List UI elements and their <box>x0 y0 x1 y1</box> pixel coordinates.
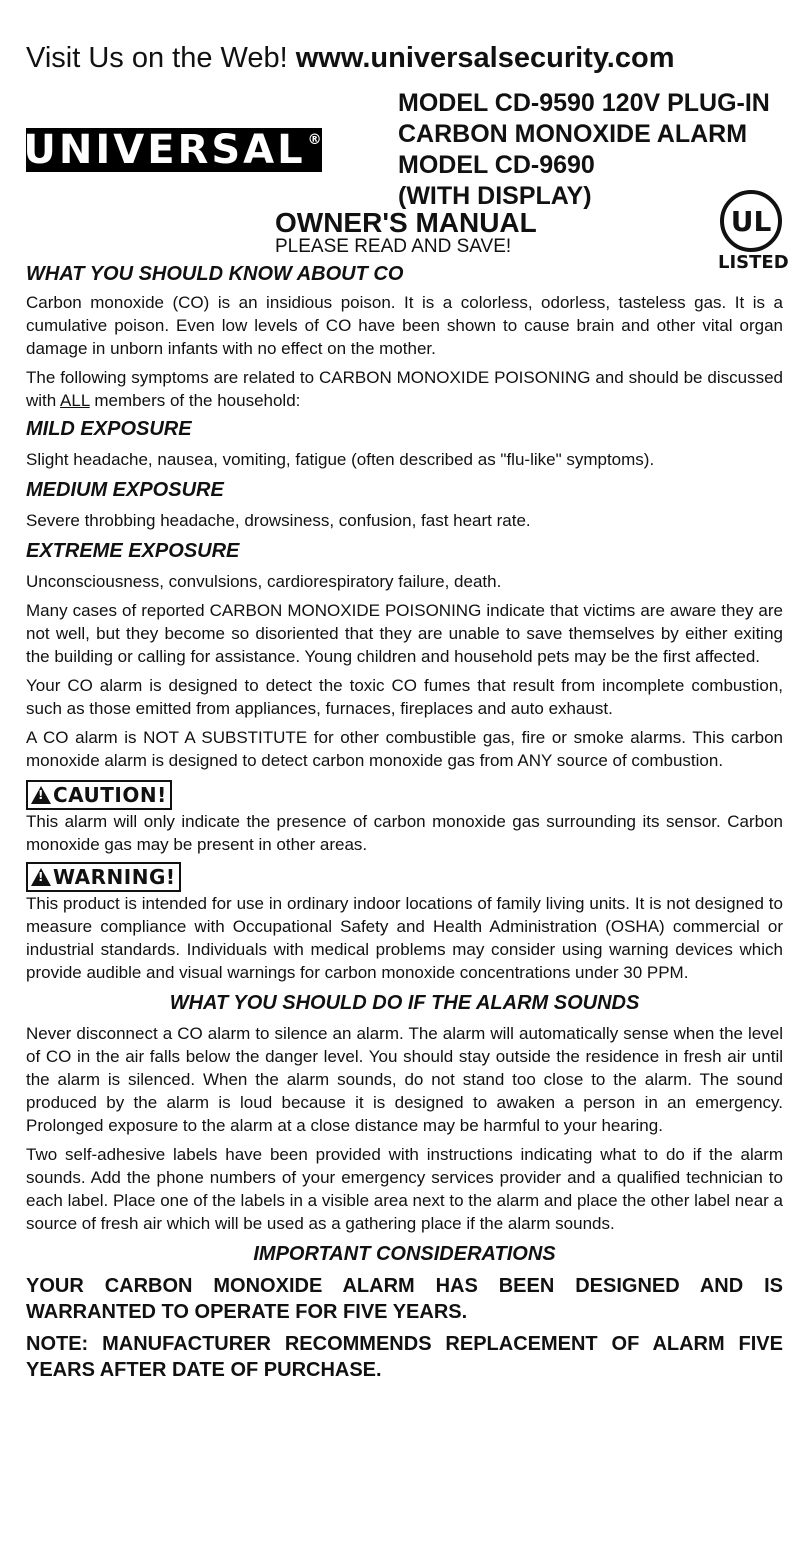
ul-listed-label: LISTED <box>718 252 789 273</box>
replacement-note: NOTE: MANUFACTURER RECOMMENDS REPLACEMENT OF ALARM FIVE YEARS AFTER DATE OF PURCHASE. <box>26 1333 783 1381</box>
model-line: MODEL CD-9590 120V PLUG-IN <box>398 89 770 117</box>
website-url[interactable]: www.universalsecurity.com <box>295 42 675 74</box>
extreme-exposure-heading: EXTREME EXPOSURE <box>26 540 240 562</box>
warning-triangle-icon <box>31 868 51 886</box>
warning-label: WARNING! <box>53 865 176 889</box>
alarm-paragraph-1: Never disconnect a CO alarm to silence an alarm. The alarm will automatically sense when the level of CO in the air falls below the danger level. You should stay outside the residence in fresh air until the alarm is silenced. When the alarm sounds, do not stand too close to the alarm. The sound produced by the alarm is loud because it is designed to awaken a person in an emergency. Prolonged exposure to the alarm at a close distance may be harmful to your hearing. <box>26 1024 783 1135</box>
alarm-designed-paragraph: Your CO alarm is designed to detect the toxic CO fumes that result from incomplete combustion, such as those emitted from appliances, furnaces, fireplaces and auto exhaust. <box>26 676 783 718</box>
mild-exposure-text: Slight headache, nausea, vomiting, fatigue (often described as "flu-like" symptoms). <box>26 450 655 469</box>
registered-mark: ® <box>307 132 325 148</box>
website-line <box>26 42 675 75</box>
ul-logo-text: UL <box>730 204 772 238</box>
caution-label: CAUTION! <box>53 783 167 807</box>
model-line: (WITH DISPLAY) <box>398 182 592 210</box>
universal-logo <box>23 127 325 173</box>
medium-exposure-text: Severe throbbing headache, drowsiness, confusion, fast heart rate. <box>26 511 531 530</box>
warning-text: This product is intended for use in ordinary indoor locations of family living units. It is not designed to measure compliance with Occupational Safety and Health Administration (OSHA) commercial or industrial standards. Individuals with medical problems may consider using warning devices which provide audible and visual warnings for carbon monoxide concentrations under 30 PPM. <box>26 894 783 982</box>
alarm-sounds-heading: WHAT YOU SHOULD DO IF THE ALARM SOUNDS <box>169 992 640 1014</box>
warning-badge <box>26 862 181 892</box>
model-line: MODEL CD-9690 <box>398 151 595 179</box>
important-considerations-heading: IMPORTANT CONSIDERATIONS <box>253 1243 556 1265</box>
model-line: CARBON MONOXIDE ALARM <box>398 120 748 148</box>
warranty-statement: YOUR CARBON MONOXIDE ALARM HAS BEEN DESIGNED AND IS WARRANTED TO OPERATE FOR FIVE YEARS. <box>26 1275 783 1323</box>
logo-text: UNIVERSAL <box>23 127 306 173</box>
owners-manual-title: OWNER'S MANUAL <box>275 207 537 238</box>
caution-text: This alarm will only indicate the presence of carbon monoxide gas surrounding its sensor. Carbon monoxide gas may be present in other areas. <box>26 812 783 854</box>
mild-exposure-heading: MILD EXPOSURE <box>26 418 192 440</box>
web-prefix: Visit Us on the Web! <box>26 42 296 74</box>
read-and-save-note: PLEASE READ AND SAVE! <box>275 236 512 257</box>
all-emphasis: ALL <box>60 391 90 410</box>
caution-triangle-icon <box>31 786 51 804</box>
not-substitute-paragraph: A CO alarm is NOT A SUBSTITUTE for other combustible gas, fire or smoke alarms. This carbon monoxide alarm is designed to detect carbon monoxide gas from ANY source of combustion. <box>26 728 783 770</box>
co-paragraph-2-end: members of the household: <box>89 391 301 410</box>
extreme-exposure-text: Unconsciousness, convulsions, cardiorespiratory failure, death. <box>26 572 502 591</box>
alarm-paragraph-2: Two self-adhesive labels have been provided with instructions indicating what to do if the alarm sounds. Add the phone numbers of your emergency services provider and a qualified technician to each label. Place one of the labels in a visible area next to the alarm and place the other label near a source of fresh air which will be used as a gathering place if the alarm sounds. <box>26 1145 783 1233</box>
poisoning-cases-paragraph: Many cases of reported CARBON MONOXIDE POISONING indicate that victims are aware they are not well, but they become so disoriented that they are unable to save themselves by either exiting the building or calling for assistance. Young children and household pets may be the first affected. <box>26 601 783 666</box>
co-paragraph-1: Carbon monoxide (CO) is an insidious poison. It is a colorless, odorless, tasteless gas. It is a cumulative poison. Even low levels of CO have been shown to cause brain and other vital organ damage in unborn infants with no effect on the mother. <box>26 293 783 358</box>
manual-body <box>26 261 783 1383</box>
co-paragraph-2-start: The following symptoms are related to CARBON MONOXIDE POISONING and should be discussed with <box>26 368 783 410</box>
co-paragraph-2 <box>26 366 783 412</box>
caution-badge <box>26 780 172 810</box>
section-heading-co: WHAT YOU SHOULD KNOW ABOUT CO <box>26 263 404 285</box>
model-title-block <box>398 88 770 212</box>
medium-exposure-heading: MEDIUM EXPOSURE <box>26 479 224 501</box>
ul-logo-icon <box>720 190 782 252</box>
